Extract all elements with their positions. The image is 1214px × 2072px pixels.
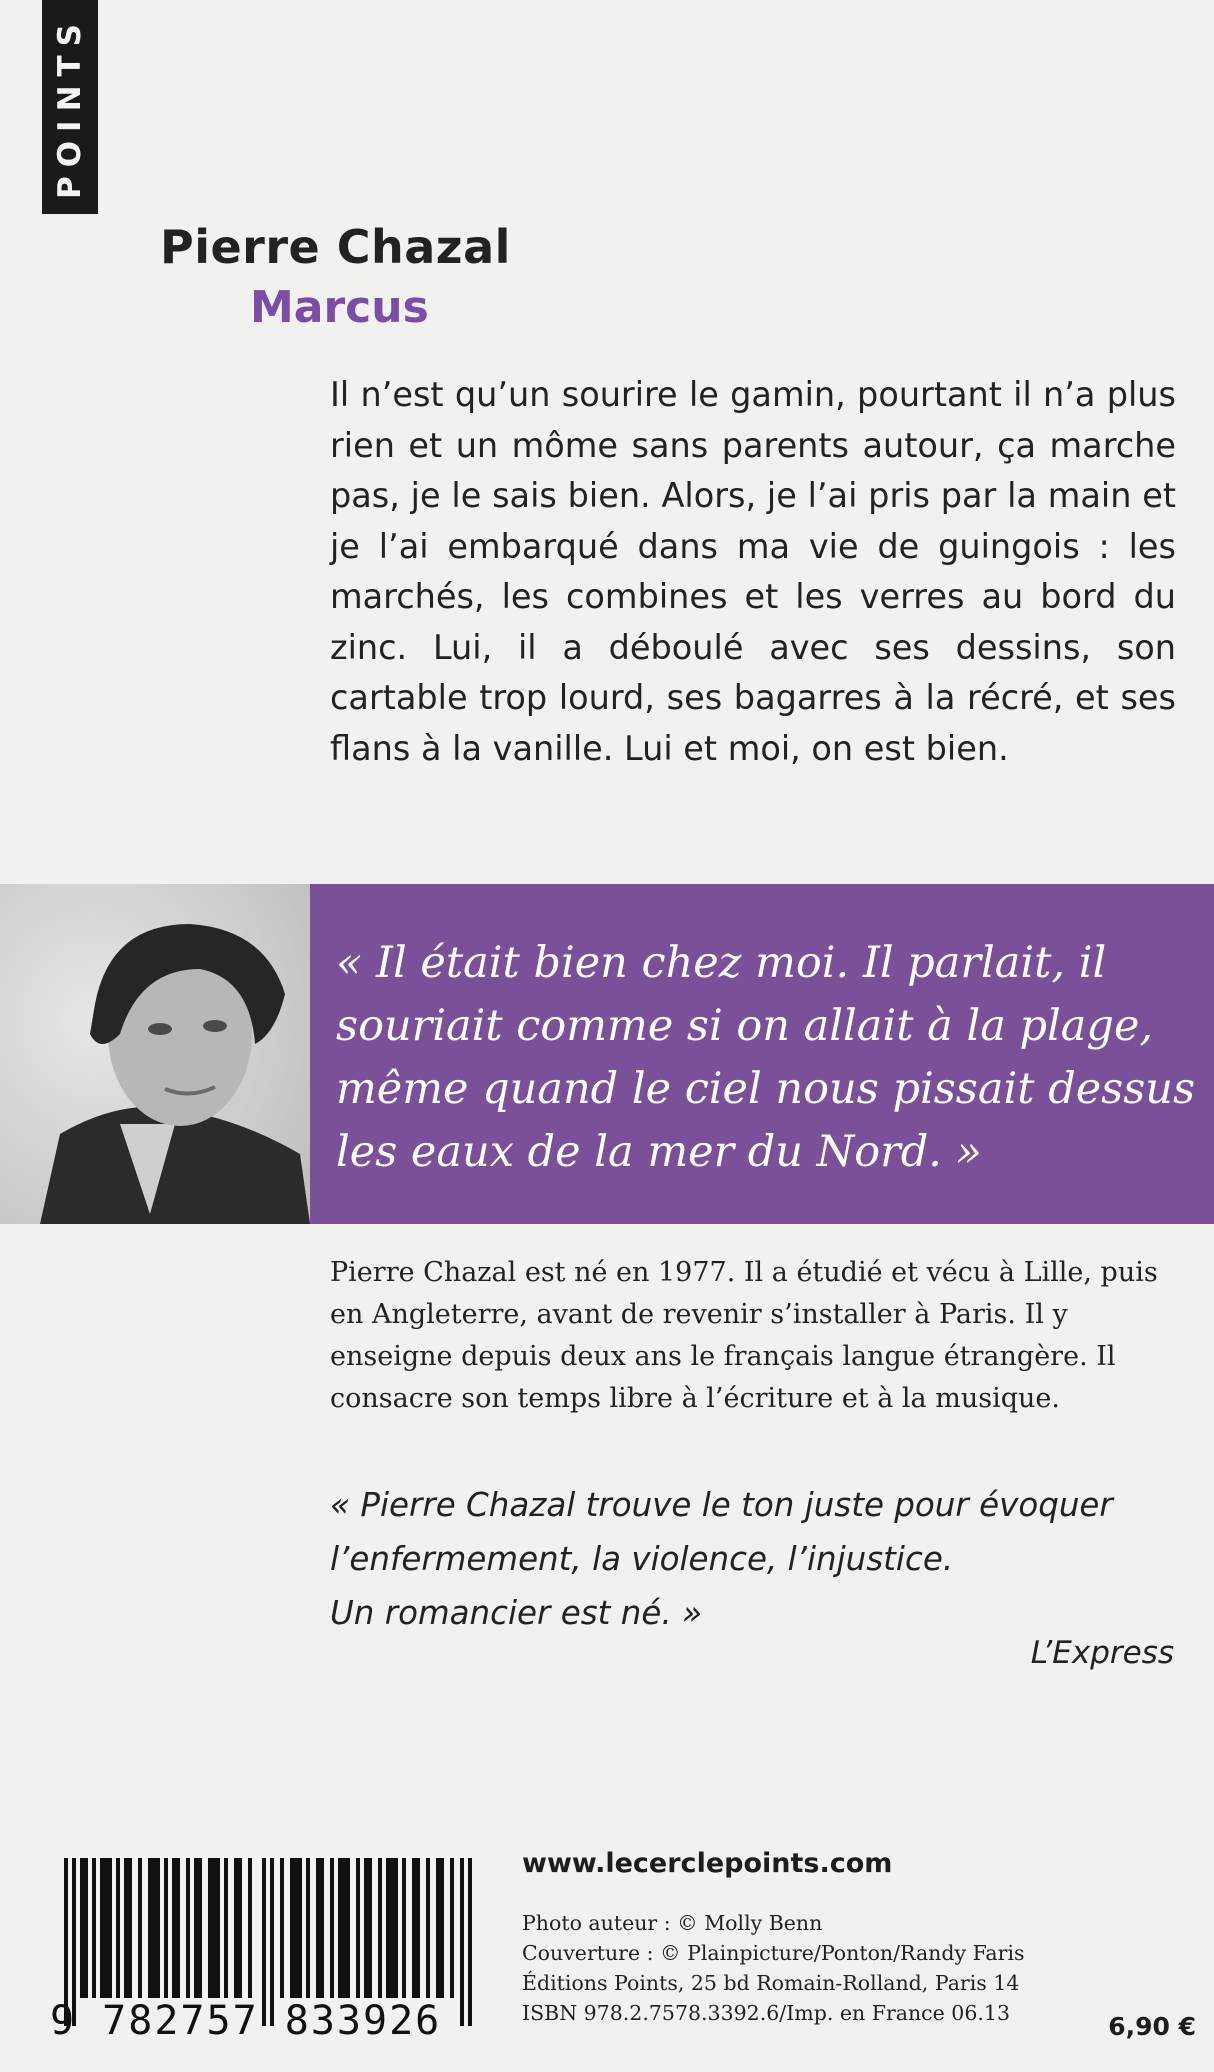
isbn: ISBN 978.2.7578.3392.6/Imp. en France 06.13 [522,2001,1010,2025]
publisher-address: Éditions Points, 25 bd Romain-Rolland, Paris 14 [522,1971,1020,1995]
credits [522,1908,1042,2028]
review-source: L’Express [1030,1635,1174,1671]
barcode-digits: 9 782757 833926 [50,1998,442,2044]
blurb: Il n’est qu’un sourire le gamin, pourtant il n’a plus rien et un môme sans parents autour, ça marche pas, je le sais bien. Alors, je l’ai pris par la main et je l’ai embarqué dans ma vie de guingois : les marchés, les combines et les verres au bord du zinc. Lui, il a déboulé avec ses dessins, son cartable trop lourd, ses bagarres à la récré, et ses flans à la vanille. Lui et moi, on est bien. [330,375,1176,768]
quote-band [0,884,1214,1224]
review-line: Un romancier est né. » [330,1594,703,1632]
credit-cover: Couverture : © Plainpicture/Ponton/Randy Faris [522,1941,1025,1965]
book-title: Marcus [250,282,429,333]
author-name: Pierre Chazal [160,220,511,274]
review-line: « Pierre Chazal trouve le ton juste pour évoquer [330,1486,1113,1524]
author-photo [0,884,310,1224]
credit-photo: Photo auteur : © Molly Benn [522,1911,823,1935]
press-review [330,1478,1190,1640]
price: 6,90 € [1108,2012,1196,2041]
website-url: www.lecerclepoints.com [522,1848,893,1879]
author-bio: Pierre Chazal est né en 1977. Il a étudié et vécu à Lille, puis en Angleterre, avant de revenir s’installer à Paris. Il y enseigne depuis deux ans le français langue étrangère. Il consacre son temps libre à l’écriture et à la musique. [330,1257,1158,1414]
review-line: l’enfermement, la violence, l’injustice. [330,1540,954,1578]
excerpt-quote: « Il était bien chez moi. Il parlait, il souriait comme si on allait à la plage, même quand le ciel nous pissait dessus les eaux de la mer du Nord. » [336,938,1196,1177]
publisher-name: POINTS [52,14,88,200]
publisher-logo [42,0,98,214]
quote-panel [310,884,1214,1224]
